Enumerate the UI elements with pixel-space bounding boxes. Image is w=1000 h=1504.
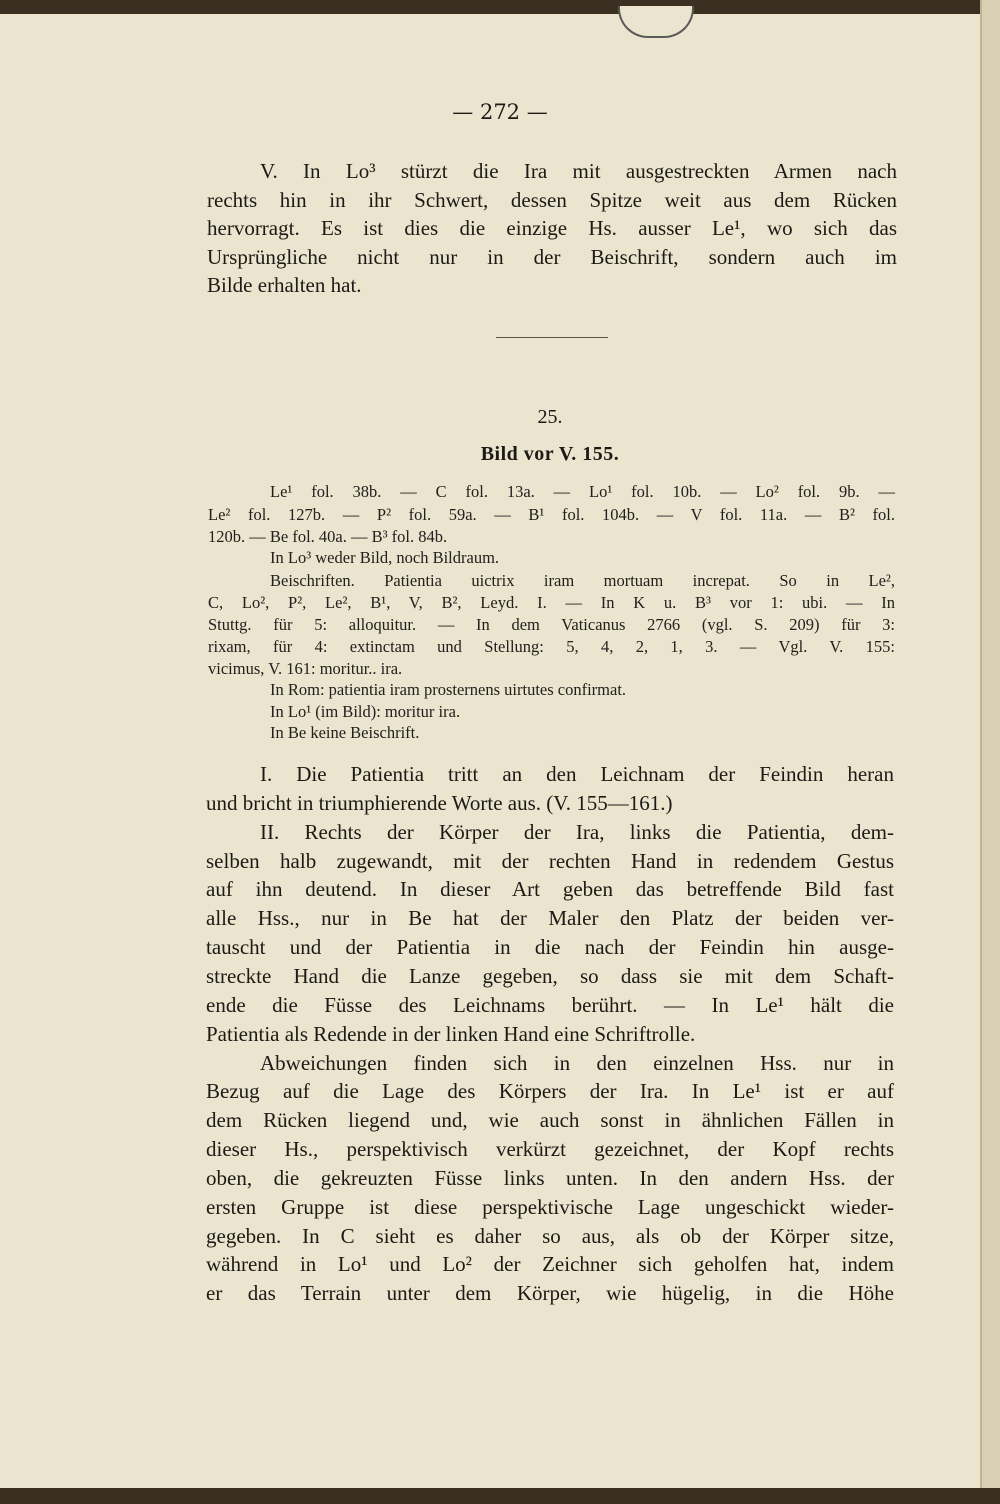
bottom-page-edge [0,1488,1000,1504]
section-title: Bild vor V. 155. [480,443,620,465]
body-line: oben, die gekreuzten Füsse links unten. In den andern Hss. der [206,1166,894,1190]
intro-line: rechts hin in ihr Schwert, dessen Spitze weit aus dem Rücken [207,188,897,212]
section-number: 25. [537,406,563,428]
intro-line: hervorragt. Es ist dies die einzige Hs. ausser Le¹, wo sich das [207,216,897,240]
body-line: auf ihn deutend. In dieser Art geben das betreffende Bild fast [206,877,894,901]
body-line: Bezug auf die Lage des Körpers der Ira. In Le¹ ist er auf [206,1079,894,1103]
body-line: streckte Hand die Lanze gegeben, so dass sie mit dem Schaft- [206,964,894,988]
note-line: 120b. — Be fol. 40a. — B³ fol. 84b. [208,527,448,546]
note-line: Beischriften. Patientia uictrix iram mortuam increpat. So in Le², [270,571,895,590]
intro-line: Ursprüngliche nicht nur in der Beischrift, sondern auch im [207,245,897,269]
body-line: während in Lo¹ und Lo² der Zeichner sich geholfen hat, indem [206,1252,894,1276]
body-line: ende die Füsse des Leichnams berührt. — In Le¹ hält die [206,993,894,1017]
page-number: — 272 — [452,100,548,124]
body-line: selben halb zugewandt, mit der rechten Hand in redendem Gestus [206,849,894,873]
note-line: In Rom: patientia iram prosternens uirtutes confirmat. [270,680,627,699]
body-line: I. Die Patientia tritt an den Leichnam der Feindin heran [260,762,894,786]
body-line: und bricht in triumphierende Worte aus. (V. 155—161.) [206,791,673,815]
note-line: In Be keine Beischrift. [270,723,420,742]
note-line: rixam, für 4: extinctam und Stellung: 5, 4, 2, 1, 3. — Vgl. V. 155: [208,637,895,656]
note-line: Le² fol. 127b. — P² fol. 59a. — B¹ fol. 104b. — V fol. 11a. — B² fol. [208,505,895,524]
body-line: gegeben. In C sieht es daher so aus, als ob der Körper sitze, [206,1224,894,1248]
body-line: tauscht und der Patientia in die nach der Feindin hin ausge- [206,935,894,959]
intro-line: Bilde erhalten hat. [207,273,362,297]
body-line: dieser Hs., perspektivisch verkürzt gezeichnet, der Kopf rechts [206,1137,894,1161]
intro-line: V. In Lo³ stürzt die Ira mit ausgestreckten Armen nach [260,159,897,183]
note-line: vicimus, V. 161: moritur.. ira. [208,659,403,678]
note-line: Le¹ fol. 38b. — C fol. 13a. — Lo¹ fol. 10b. — Lo² fol. 9b. — [270,482,895,501]
note-line: In Lo³ weder Bild, noch Bildraum. [270,548,500,567]
body-line: II. Rechts der Körper der Ira, links die Patientia, dem- [260,820,894,844]
body-line: Abweichungen finden sich in den einzelnen Hss. nur in [260,1051,894,1075]
section-divider [496,337,608,338]
right-page-edge [980,0,1000,1504]
body-line: ersten Gruppe ist diese perspektivische Lage ungeschickt wieder- [206,1195,894,1219]
body-line: alle Hss., nur in Be hat der Maler den Platz der beiden ver- [206,906,894,930]
note-line: In Lo¹ (im Bild): moritur ira. [270,702,461,721]
note-line: Stuttg. für 5: alloquitur. — In dem Vaticanus 2766 (vgl. S. 209) für 3: [208,615,895,634]
bookmark-tab [618,6,694,38]
body-line: er das Terrain unter dem Körper, wie hügelig, in die Höhe [206,1281,894,1305]
body-line: Patientia als Redende in der linken Hand eine Schriftrolle. [206,1022,696,1046]
note-line: C, Lo², P², Le², B¹, V, B², Leyd. I. — In K u. B³ vor 1: ubi. — In [208,593,895,612]
top-page-edge [0,0,1000,14]
body-line: dem Rücken liegend und, wie auch sonst in ähnlichen Fällen in [206,1108,894,1132]
